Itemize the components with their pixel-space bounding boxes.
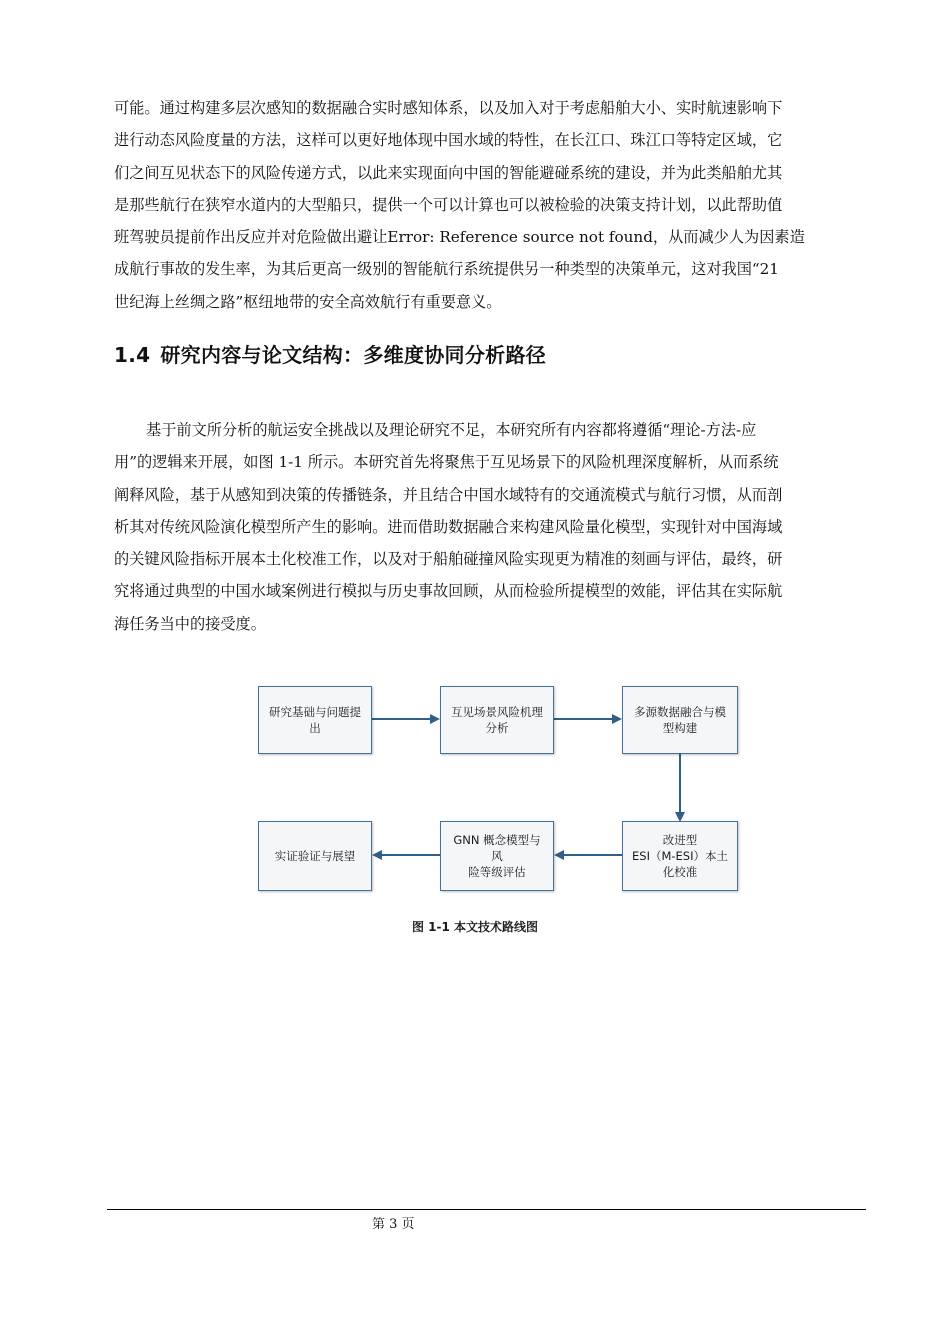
text-line: 海任务当中的接受度。 <box>114 614 266 633</box>
box-text: 出 <box>309 721 321 735</box>
text-line: 可能。通过构建多层次感知的数据融合实时感知体系，以及加入对于考虑船舶大小、实时航速影响下 <box>114 99 783 117</box>
box-text: 互见场景风险机理 <box>451 705 543 719</box>
flow-box-gnn-assessment <box>440 821 554 891</box>
text-line: 基于前文所分析的航运安全挑战以及理论研究不足，本研究所有内容都将遵循“理论-方法-应 <box>146 421 757 439</box>
text-line: 究将通过典型的中国水域案例进行模拟与历史事故回顾，从而检验所提模型的效能，评估其在实际航 <box>114 582 783 601</box>
flow-box-risk-mechanism <box>440 686 554 754</box>
box-text: 险等级评估 <box>468 865 526 879</box>
box-text: 分析 <box>485 721 509 735</box>
box-text: 多源数据融合与模 <box>634 705 726 719</box>
footer-divider <box>107 1209 866 1210</box>
box-text: 改进型 <box>662 833 698 847</box>
flow-box-validation-outlook <box>258 821 372 891</box>
box-text: ESI（M-ESI）本土 <box>632 849 728 863</box>
text-line: 世纪海上丝绸之路”枢纽地带的安全高效航行有重要意义。 <box>114 292 502 311</box>
text-line: 阐释风险，基于从感知到决策的传播链条，并且结合中国水域特有的交通流模式与航行习惯，从而剖 <box>114 485 783 504</box>
flow-box-research-basis <box>258 686 372 754</box>
text-line: 用”的逻辑来开展，如图 1-1 所示。本研究首先将聚焦于互见场景下的风险机理深度解析，从而系统 <box>114 453 779 472</box>
box-text: 化校准 <box>662 865 698 879</box>
page-number: 第 3 页 <box>372 1217 415 1232</box>
text-line: 析其对传统风险演化模型所产生的影响。进而借助数据融合来构建风险量化模型，实现针对中国海域 <box>114 517 783 536</box>
section-number: 1.4 <box>114 343 151 367</box>
text-line: 的关键风险指标开展本土化校准工作，以及对于船舶碰撞风险实现更为精准的刻画与评估，最终，研 <box>114 550 783 569</box>
text-line: 成航行事故的发生率，为其后更高一级别的智能航行系统提供另一种类型的决策单元，这对我国“21 <box>114 260 779 279</box>
flow-box-mesi-calibration <box>622 821 738 891</box>
box-text: 实证验证与展望 <box>274 849 356 863</box>
text-line: 班驾驶员提前作出反应并对危险做出避让Error: Reference source not found，从而减少人为因素造 <box>114 228 805 247</box>
text-line: 进行动态风险度量的方法，这样可以更好地体现中国水域的特性，在长江口、珠江口等特定区域，它 <box>114 131 783 150</box>
flow-box-data-fusion <box>622 686 738 754</box>
figure-caption: 图 1-1 本文技术路线图 <box>411 920 539 934</box>
box-text: GNN 概念模型与风 <box>453 833 541 863</box>
box-text: 型构建 <box>662 721 698 735</box>
box-text: 研究基础与问题提 <box>269 705 361 719</box>
section-title: 研究内容与论文结构：多维度协同分析路径 <box>160 343 547 367</box>
text-line: 们之间互见状态下的风险传递方式，以此来实现面向中国的智能避碰系统的建设，并为此类船舶尤其 <box>114 163 783 182</box>
text-line: 是那些航行在狭窄水道内的大型船只，提供一个可以计算也可以被检验的决策支持计划，以此帮助值 <box>114 195 783 214</box>
